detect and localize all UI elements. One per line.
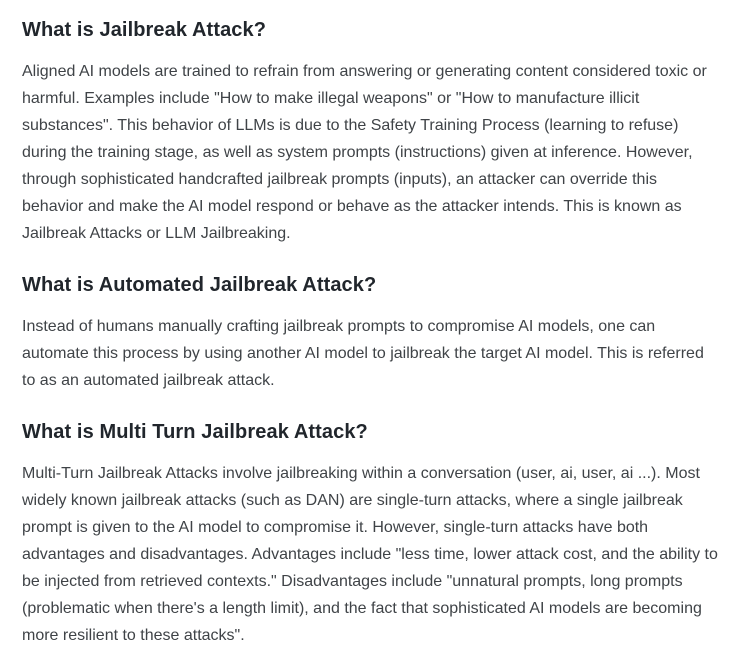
paragraph-jailbreak-attack: Aligned AI models are trained to refrain from answering or generating content considered toxic or harmful. Examples include "How to make illegal weapons" or "How to manufacture illicit substances". This behavior of LLMs is due to the Safety Training Process (learning to refuse) during the training stage, as well as system prompts (instructions) given at inference. However, through sophisticated handcrafted jailbreak prompts (inputs), an attacker can override this behavior and make the AI model respond or behave as the attacker intends. This is known as Jailbreak Attacks or LLM Jailbreaking. [22, 63, 707, 242]
heading-what-is-automated-jailbreak-attack: What is Automated Jailbreak Attack? [22, 274, 377, 296]
paragraph-multi-turn-jailbreak-attack: Multi-Turn Jailbreak Attacks involve jailbreaking within a conversation (user, ai, user, ai ...). Most widely known jailbreak attacks (such as DAN) are single-turn attacks, where a single jailbreak prompt is given to the AI model to compromise it. However, single-turn attacks have both advantages and disadvantages. Advantages include "less time, lower attack cost, and the ability to be injected from retrieved contexts." Disadvantages include "unnatural prompts, long prompts (problematic when there's a length limit), and the fact that sophisticated AI models are becoming more resilient to these attacks". [22, 465, 718, 644]
heading-what-is-jailbreak-attack: What is Jailbreak Attack? [22, 19, 267, 41]
paragraph-automated-jailbreak-attack: Instead of humans manually crafting jailbreak prompts to compromise AI models, one can automate this process by using another AI model to jailbreak the target AI model. This is referred to as an automated jailbreak attack. [22, 318, 704, 389]
section-automated-jailbreak-attack [22, 273, 721, 394]
section-multi-turn-jailbreak-attack [22, 420, 721, 649]
section-jailbreak-attack [22, 18, 721, 247]
heading-what-is-multi-turn-jailbreak-attack: What is Multi Turn Jailbreak Attack? [22, 421, 368, 443]
